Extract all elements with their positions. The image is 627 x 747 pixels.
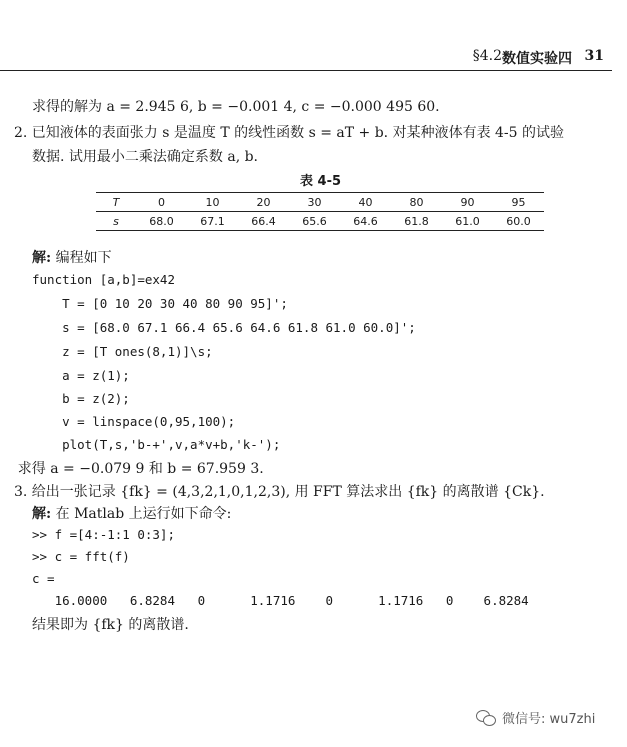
code-line: T = [0 10 20 30 40 80 90 95]';	[32, 296, 288, 311]
table-cell: 90	[442, 193, 493, 212]
table-cell: 65.6	[302, 214, 327, 228]
table-cell: 95	[493, 193, 544, 212]
page-header	[0, 44, 612, 71]
solution-2-result: 求得 a = −0.079 9 和 b = 67.959 3.	[0, 461, 264, 477]
fft-output: 16.0000 6.8284 0 1.1716 0 1.1716 0 6.8284	[32, 593, 529, 608]
code-line: a = z(1);	[32, 368, 130, 383]
table-cell: 10	[187, 193, 238, 212]
problem-3-conclusion: 结果即为 {fk} 的离散谱.	[32, 617, 189, 633]
table-cell: 68.0	[149, 214, 174, 228]
code-line: b = z(2);	[32, 391, 130, 406]
solution-label: 解:	[32, 506, 52, 522]
table-cell: 20	[238, 193, 289, 212]
wechat-icon	[476, 710, 496, 726]
solution-text: 编程如下	[51, 250, 112, 266]
code-line: s = [68.0 67.1 66.4 65.6 64.6 61.8 61.0 60.0]';	[32, 320, 416, 335]
table-cell: 67.1	[200, 214, 225, 228]
code-line: c =	[32, 571, 55, 586]
solution-3-heading	[32, 503, 231, 523]
intro-result: 求得的解为 a = 2.945 6, b = −0.001 4, c = −0.000 495 60.	[32, 99, 440, 115]
table-cell: 40	[340, 193, 391, 212]
table-caption: 表 4-5	[300, 174, 342, 189]
solution-label: 解:	[32, 250, 52, 266]
section-number: §4.2	[472, 48, 502, 64]
code-line: v = linspace(0,95,100);	[32, 414, 236, 429]
table-cell: 66.4	[251, 214, 276, 228]
solution-text: 在 Matlab 上运行如下命令:	[51, 506, 232, 522]
chapter-title: 数值实验四	[502, 51, 572, 67]
table-row-s	[96, 212, 544, 231]
table-cell: 30	[289, 193, 340, 212]
code-line: z = [T ones(8,1)]\s;	[32, 344, 213, 359]
table-cell: 61.0	[455, 214, 480, 228]
problem-2-line-1: 2. 已知液体的表面张力 s 是温度 T 的线性函数 s = aT + b. 对某种液体有表 4-5 的试验	[14, 125, 565, 141]
data-table	[96, 192, 544, 231]
table-cell: 0	[136, 193, 187, 212]
watermark	[476, 708, 595, 727]
table-row-t	[96, 193, 544, 212]
row-label-t: T	[96, 193, 136, 212]
table-cell: 80	[391, 193, 442, 212]
problem-3-line-1: 3. 给出一张记录 {fk} = (4,3,2,1,0,1,2,3), 用 FFT 算法求出 {fk} 的离散谱 {Ck}.	[14, 484, 545, 500]
code-line: plot(T,s,'b-+',v,a*v+b,'k-');	[32, 437, 281, 452]
table-cell: 60.0	[506, 214, 531, 228]
page-number: 31	[584, 48, 604, 64]
table-cell: 61.8	[404, 214, 429, 228]
problem-2-line-2: 数据. 试用最小二乘法确定系数 a, b.	[32, 149, 259, 165]
solution-2-heading	[32, 247, 112, 267]
row-label-s: s	[113, 214, 119, 228]
code-line: >> f =[4:-1:1 0:3];	[32, 527, 175, 542]
table-cell: 64.6	[353, 214, 378, 228]
code-line: function [a,b]=ex42	[32, 272, 175, 287]
code-line: >> c = fft(f)	[32, 549, 130, 564]
watermark-text: 微信号: wu7zhi	[502, 712, 596, 727]
